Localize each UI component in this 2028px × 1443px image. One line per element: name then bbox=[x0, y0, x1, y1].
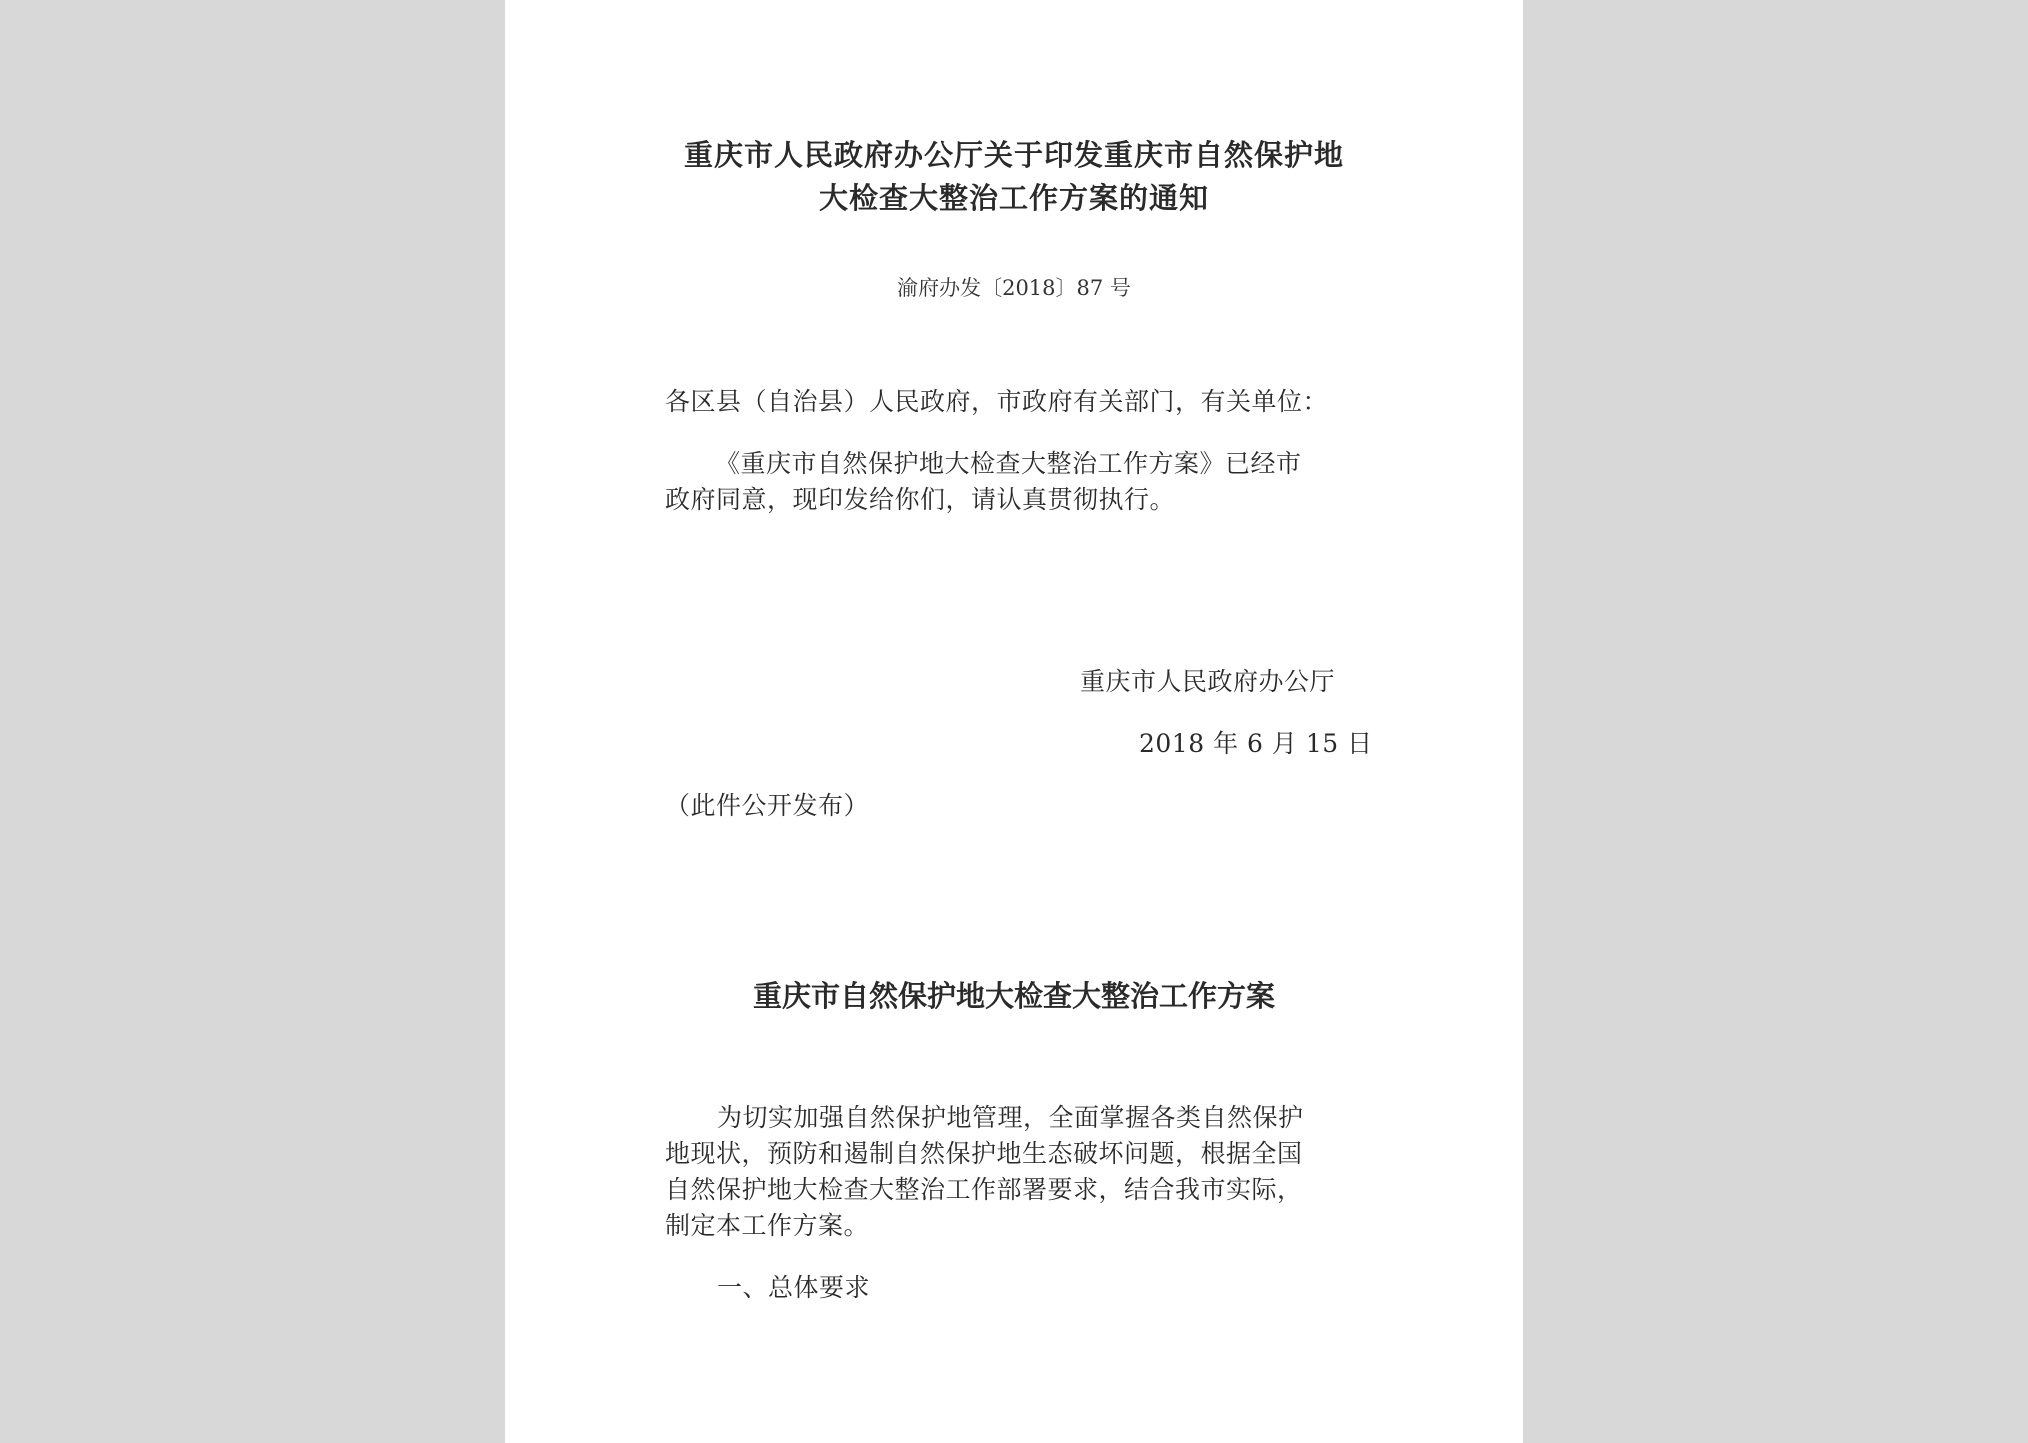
notice-title-line-2: 大检查大整治工作方案的通知 bbox=[818, 181, 1209, 215]
issuer-signature: 重庆市人民政府办公厅 bbox=[1080, 667, 1336, 696]
plan-intro-line-2: 地现状，预防和遏制自然保护地生态破坏问题，根据全国 bbox=[665, 1139, 1303, 1168]
section-1-heading: 一、总体要求 bbox=[717, 1273, 871, 1302]
plan-intro-line-1: 为切实加强自然保护地管理，全面掌握各类自然保护 bbox=[717, 1103, 1304, 1132]
document-number: 渝府办发〔2018〕87 号 bbox=[897, 276, 1131, 300]
plan-intro-line-4: 制定本工作方案。 bbox=[665, 1211, 870, 1240]
plan-title: 重庆市自然保护地大检查大整治工作方案 bbox=[752, 979, 1275, 1013]
plan-intro-line-3: 自然保护地大检查大整治工作部署要求，结合我市实际， bbox=[665, 1175, 1303, 1204]
document-page bbox=[505, 0, 1523, 1443]
disclosure-note: （此件公开发布） bbox=[665, 791, 870, 820]
addressee: 各区县（自治县）人民政府，市政府有关部门，有关单位： bbox=[665, 387, 1329, 416]
notice-body-line-1: 《重庆市自然保护地大检查大整治工作方案》已经市 bbox=[715, 449, 1302, 478]
notice-title-line-1: 重庆市人民政府办公厅关于印发重庆市自然保护地 bbox=[683, 138, 1344, 172]
issue-date: 2018 年 6 月 15 日 bbox=[1139, 729, 1373, 758]
notice-body-line-2: 政府同意，现印发给你们，请认真贯彻执行。 bbox=[665, 485, 1176, 514]
